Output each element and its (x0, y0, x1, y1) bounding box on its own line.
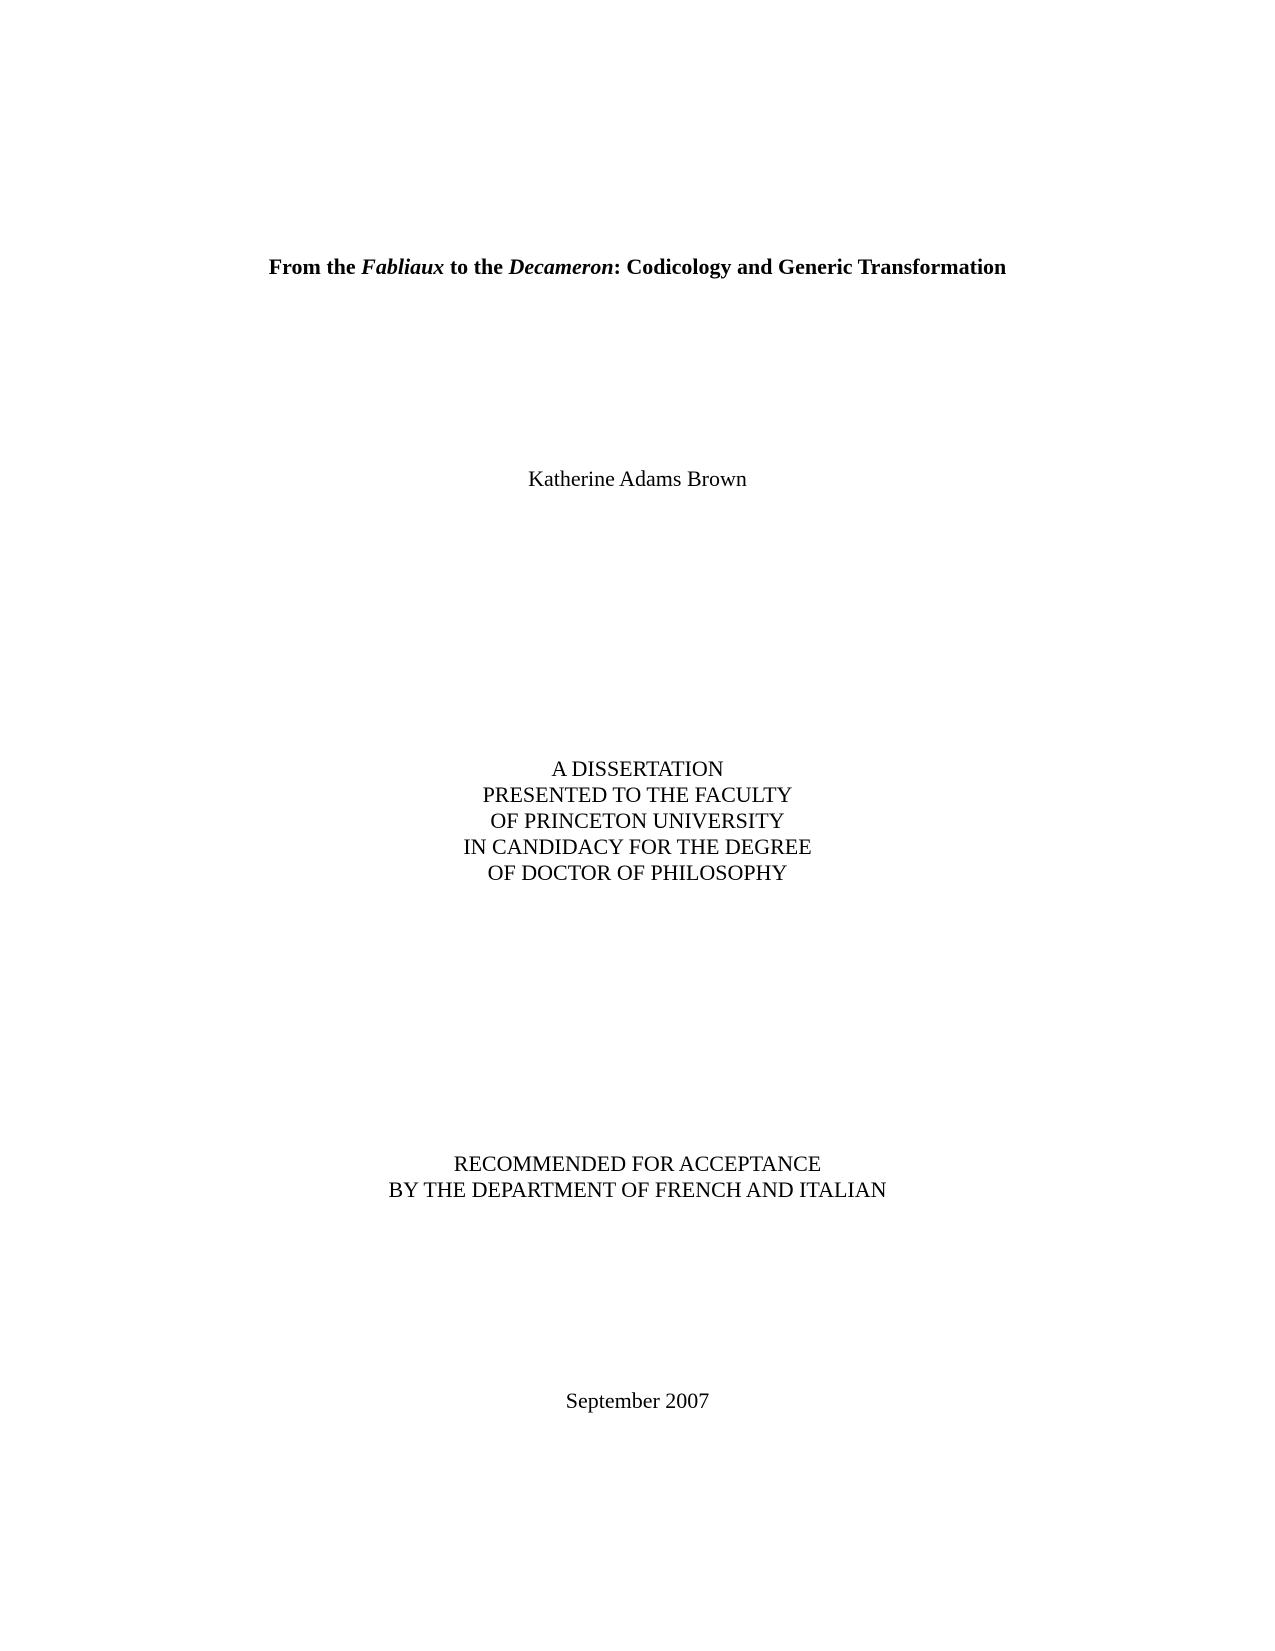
title-italic-decameron: Decameron (508, 254, 614, 279)
recommendation-line: BY THE DEPARTMENT OF FRENCH AND ITALIAN (388, 1177, 887, 1202)
title-part-1: From the (268, 254, 362, 279)
dissertation-statement-line: A DISSERTATION (551, 756, 724, 781)
dissertation-title (0, 254, 1275, 280)
dissertation-statement-line: PRESENTED TO THE FACULTY (482, 782, 793, 807)
title-part-3: : Codicology and Generic Transformation (613, 254, 1007, 279)
title-part-2: to the (444, 254, 509, 279)
dissertation-statement (0, 756, 1275, 886)
author-name: Katherine Adams Brown (528, 466, 747, 491)
dissertation-statement-line: IN CANDIDACY FOR THE DEGREE (463, 834, 812, 859)
recommendation-statement (0, 1151, 1275, 1203)
dissertation-statement-line: OF DOCTOR OF PHILOSOPHY (487, 860, 788, 885)
submission-date: September 2007 (565, 1388, 710, 1413)
title-italic-fabliaux: Fabliaux (361, 254, 445, 279)
dissertation-statement-line: OF PRINCETON UNIVERSITY (490, 808, 785, 833)
recommendation-line: RECOMMENDED FOR ACCEPTANCE (453, 1151, 822, 1176)
